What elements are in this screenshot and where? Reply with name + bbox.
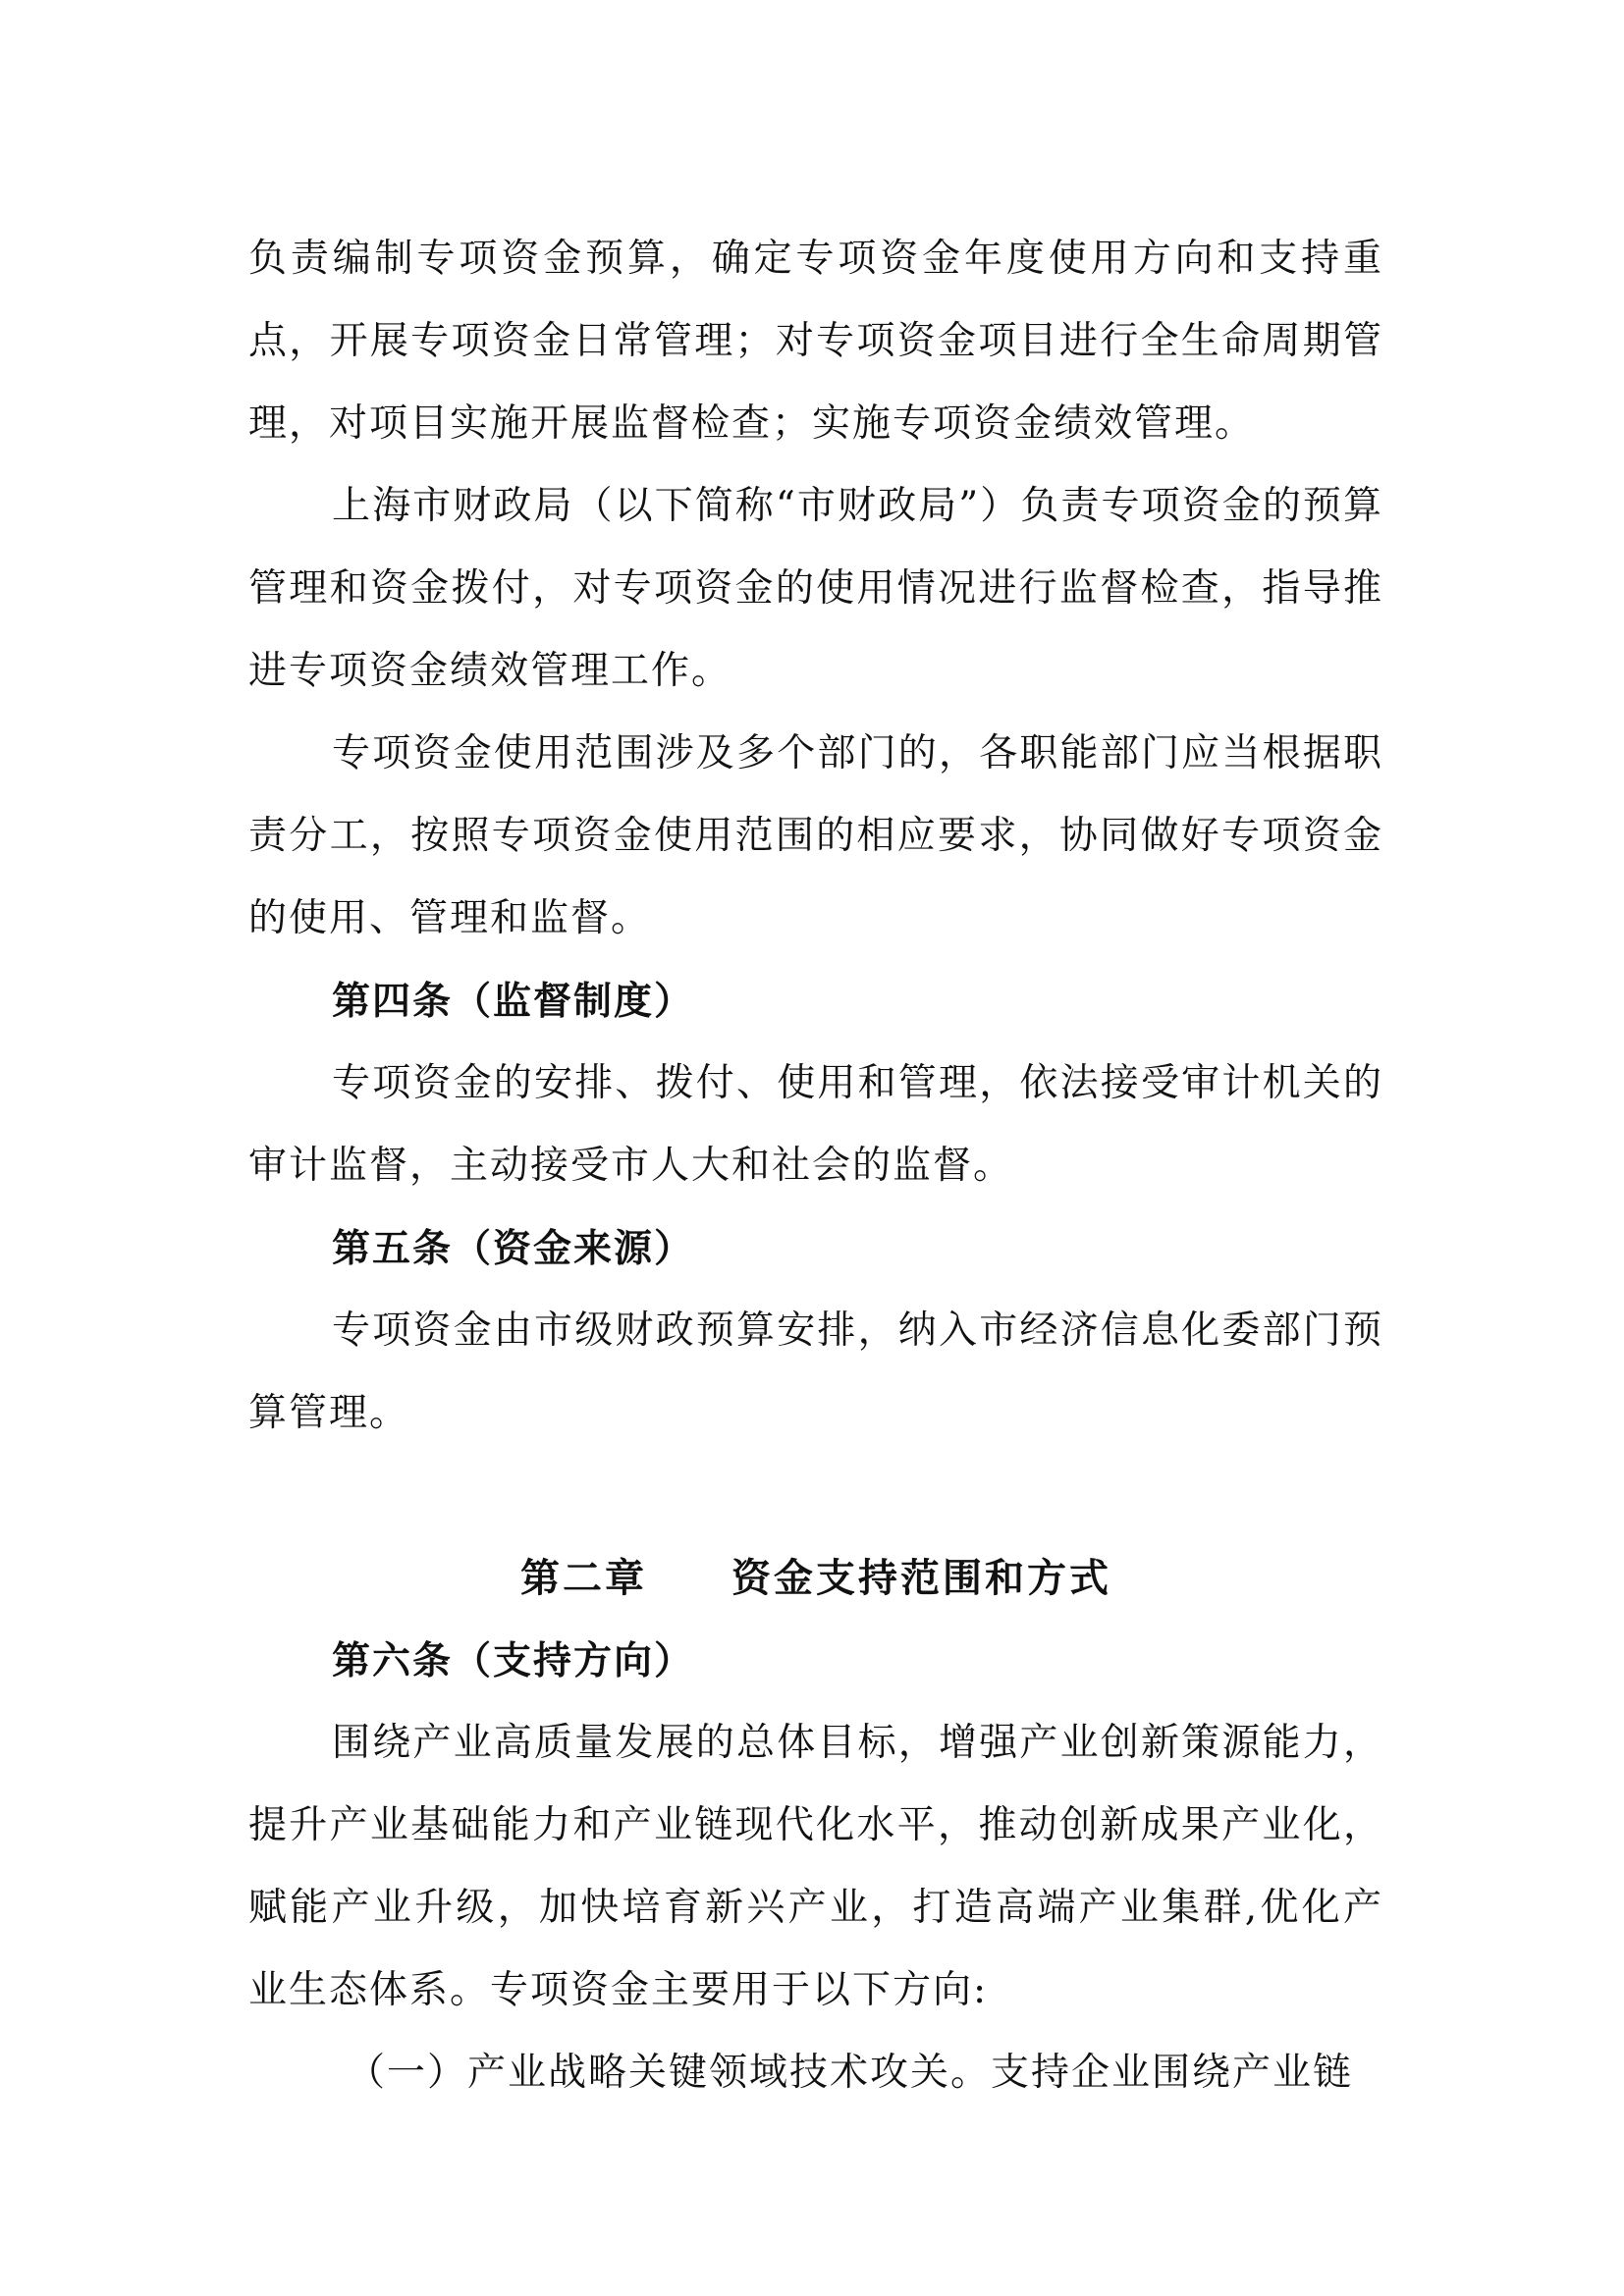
paragraph-responsibilities-continued: 负责编制专项资金预算，确定专项资金年度使用方向和支持重点，开展专项资金日常管理；对专项资金项目进行全生命周期管理，对项目实施开展监督检查；实施专项资金绩效管理。 <box>248 237 1383 446</box>
paragraph-supervision: 专项资金的安排、拨付、使用和管理，依法接受审计机关的审计监督，主动接受市人大和社会的监督。 <box>248 1061 1383 1188</box>
chapter-number: 第二章 <box>520 1555 647 1601</box>
paragraph-multi-department: 专项资金使用范围涉及多个部门的，各职能部门应当根据职责分工，按照专项资金使用范围的相应要求，协同做好专项资金的使用、管理和监督。 <box>248 731 1383 940</box>
chapter-heading <box>248 1537 1383 1620</box>
article-6-heading: 第六条（支持方向） <box>332 1638 695 1683</box>
chapter-title: 资金支持范围和方式 <box>731 1555 1111 1601</box>
article-4-heading: 第四条（监督制度） <box>332 979 695 1024</box>
article-5-heading: 第五条（资金来源） <box>332 1226 695 1271</box>
paragraph-funding-source: 专项资金由市级财政预算安排，纳入市经济信息化委部门预算管理。 <box>248 1308 1383 1435</box>
paragraph-finance-bureau: 上海市财政局（以下简称“市财政局”）负责专项资金的预算管理和资金拨付，对专项资金的使用情况进行监督检查，指导推进专项资金绩效管理工作。 <box>248 484 1383 693</box>
paragraph-support-direction: 围绕产业高质量发展的总体目标，增强产业创新策源能力，提升产业基础能力和产业链现代化水平，推动创新成果产业化，赋能产业升级，加快培育新兴产业，打造高端产业集群,优化产业生态体系。专项资金主要用于以下方向: <box>248 1721 1383 2012</box>
document-body <box>248 218 1383 2114</box>
paragraph-item-1: （一）产业战略关键领域技术攻关。支持企业围绕产业链 <box>347 2051 1354 2095</box>
